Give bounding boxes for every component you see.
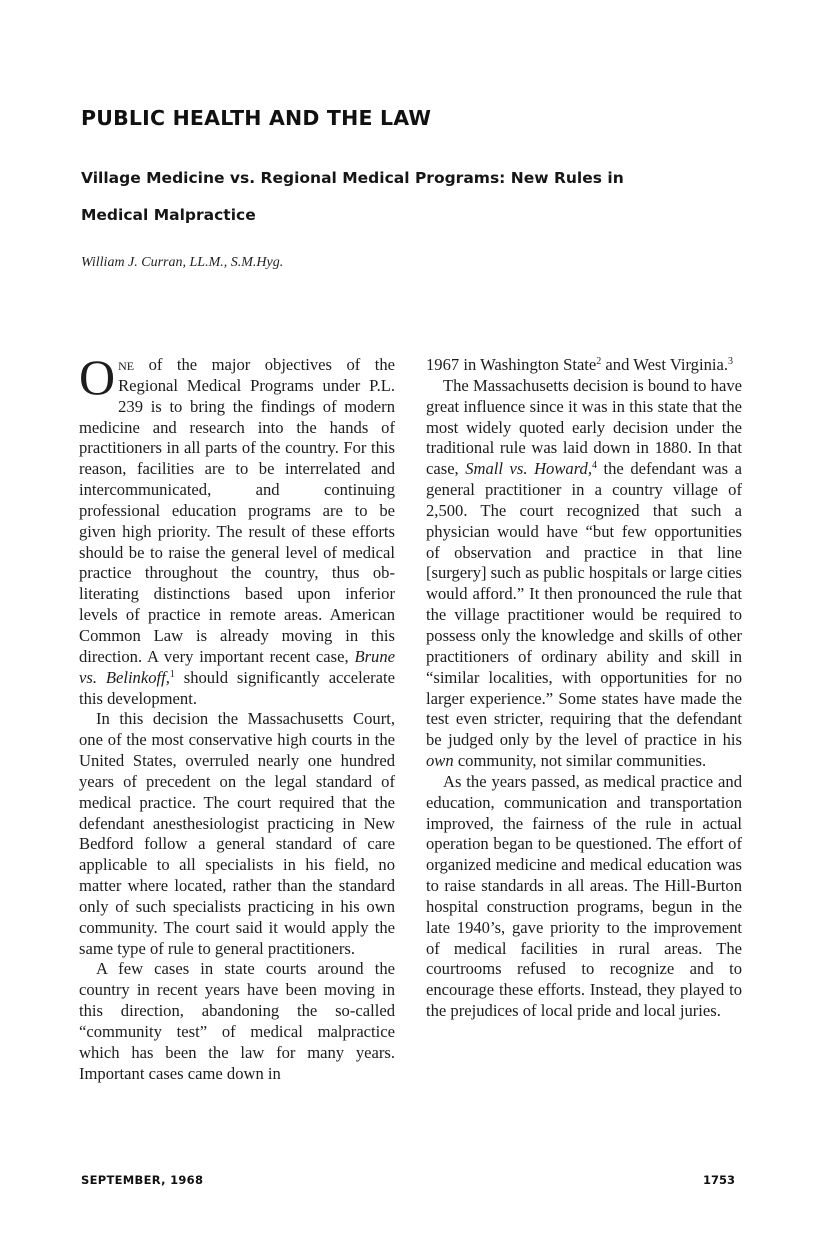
- paragraph: One of the major objectives of the Regional Medical Programs under P.L. 239 is to bring the findings of modern medicine and research into the hands of practitioners in all parts of the country. For this reason, facilities are to be interrelated and intercommunicated, and continuing professional education programs are to be given high priority. The result of these efforts should be to raise the general level of medical practice throughout the country, thus obliterating distinctions based upon inferior levels of practice in remote areas. American Common Law is already moving in this direction. A very important recent case, Brune vs. Belinkoff,$^1$ should significantly accelerate this development.: [79, 349, 395, 708]
- drop-cap: O: [79, 349, 116, 405]
- paragraph: A few cases in state courts around the country in recent years have been moving in this direction, abandoning the so-called “community test” of medical malpractice which has been the law for many years. Important cases came down in: [79, 959, 395, 1083]
- author-byline: William J. Curran, LL.M., S.M.Hyg.: [81, 255, 284, 270]
- paragraph: In this decision the Massachusetts Court, one of the most conservative high courts in the United States, overruled nearly one hundred years of precedent on the legal standard of medical practice. The court required that the defendant anesthesiologist practicing in New Bedford follow a general standard of care applicable to all specialists in his field, no matter where located, rather than the standard only of such specialists practicing in his own community. The court said it would apply the same type of rule to general practitioners.: [79, 709, 395, 958]
- page-number: 1753: [703, 1173, 736, 1187]
- reference-marker: 2: [596, 356, 602, 367]
- article-title-line-2: Medical Malpractice: [81, 206, 256, 224]
- footer-date: SEPTEMBER, 1968: [81, 1173, 204, 1187]
- paragraph: As the years passed, as medical practice and education, communication and transportation improved, the fairness of the rule in actual operation began to be questioned. The effort of organized medicine and medical education was to raise standards in all areas. The Hill-Burton hospital construction programs, begun in the late 1940’s, gave priority to the improvement of medical facilities in rural areas. The courtrooms refused to recognize and to encourage these efforts. Instead, they played to the prejudices of local pride and local juries.: [426, 771, 742, 1021]
- lead-in-small-caps: ne: [118, 355, 135, 374]
- body-column-left: [79, 349, 395, 1085]
- paragraph: The Massachusetts decision is bound to have great influence since it was in this state that the most widely quoted early decision under the traditional rule was laid down in 1880. In that case, Small vs. Howard,$^4$ the defendant was a general practitioner in a country village of 2,500. The court recognized that such a physician would have “but few opportunities of observation and practice in that line [surgery] such as public hospitals or large cities would afford.” It then pronounced the rule that the village practitioner would be required to possess only the knowledge and skills of other practitioners of ordinary ability and skill in “similar localities, with opportunities for no larger experience.” Some states have made the test even stricter, requiring that the defendant be judged only by the level of practice in his own community, not similar communities.: [426, 375, 742, 771]
- article-title-line-1: Village Medicine vs. Regional Medical Programs: New Rules in: [81, 169, 624, 187]
- article-title: [81, 160, 761, 234]
- emphasis: own: [426, 751, 454, 771]
- reference-marker: 1: [169, 668, 175, 680]
- reference-marker: 4: [592, 460, 597, 472]
- body-column-right: [426, 355, 742, 1022]
- reference-marker: 3: [728, 356, 734, 367]
- paragraph: 1967 in Washington State$^2$ and West Virginia.$^3$: [426, 355, 734, 374]
- case-name: Small vs. Howard,: [465, 459, 592, 479]
- section-heading: PUBLIC HEALTH AND THE LAW: [81, 106, 432, 130]
- case-name: Brune vs. Belinkoff,: [79, 646, 395, 687]
